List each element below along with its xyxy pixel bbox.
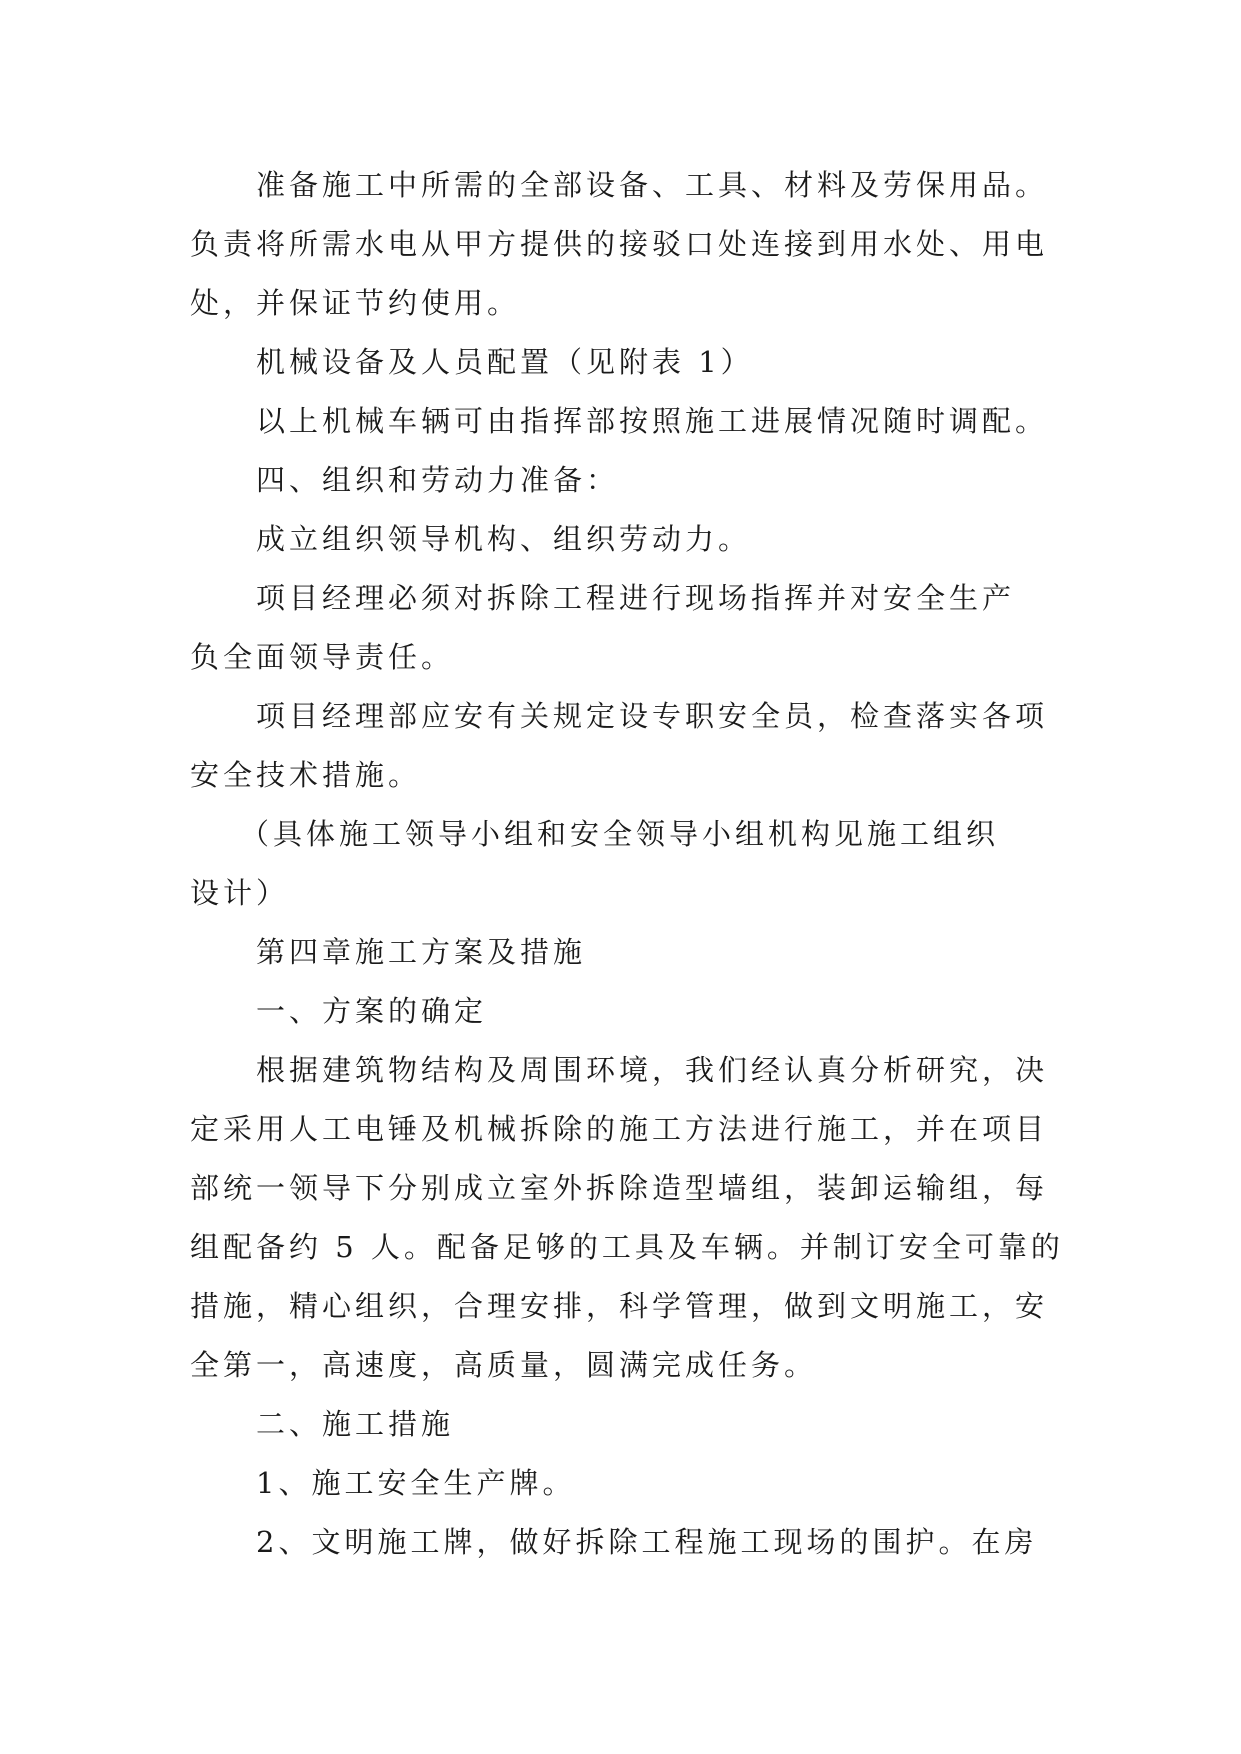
paragraph-line: 准备施工中所需的全部设备、工具、材料及劳保用品。 [256,168,1049,202]
paragraph-line: 部统一领导下分别成立室外拆除造型墙组，装卸运输组，每 [190,1171,1049,1205]
paragraph-line: 负全面领导责任。 [190,640,455,674]
list-item: 1、施工安全生产牌。 [256,1466,576,1500]
section-heading: 四、组织和劳动力准备： [256,463,620,497]
paragraph-line: 组配备约 5 人。配备足够的工具及车辆。并制订安全可靠的 [190,1230,1064,1264]
paragraph-line: 措施，精心组织，合理安排，科学管理，做到文明施工，安 [190,1289,1049,1323]
paragraph-line: 安全技术措施。 [190,758,422,792]
paragraph-line: 成立组织领导机构、组织劳动力。 [256,522,752,556]
paragraph-line: 项目经理部应安有关规定设专职安全员，检查落实各项 [256,699,1049,733]
paragraph-line: 处，并保证节约使用。 [190,286,521,320]
paragraph-line: 以上机械车辆可由指挥部按照施工进展情况随时调配。 [256,404,1049,438]
paragraph-line: （具体施工领导小组和安全领导小组机构见施工组织 [240,817,1000,851]
paragraph-line: 设计） [190,876,290,910]
paragraph-line: 定采用人工电锤及机械拆除的施工方法进行施工，并在项目 [190,1112,1049,1146]
section-heading: 二、施工措施 [256,1407,455,1441]
paragraph-line: 机械设备及人员配置（见附表 1） [256,345,754,379]
paragraph-line: 根据建筑物结构及周围环境，我们经认真分析研究，决 [256,1053,1049,1087]
chapter-heading: 第四章施工方案及措施 [256,935,587,969]
list-item: 2、文明施工牌，做好拆除工程施工现场的围护。在房 [256,1525,1038,1559]
paragraph-line: 全第一，高速度，高质量，圆满完成任务。 [190,1348,818,1382]
paragraph-line: 负责将所需水电从甲方提供的接驳口处连接到用水处、用电 [190,227,1049,261]
document-body [190,156,1064,1572]
paragraph-line: 项目经理必须对拆除工程进行现场指挥并对安全生产 [256,581,1016,615]
section-heading: 一、方案的确定 [256,994,488,1028]
